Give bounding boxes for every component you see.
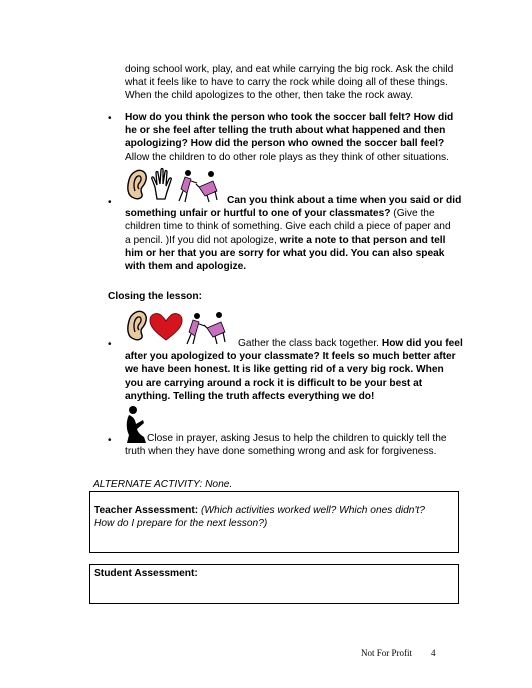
bullet-2-line-3: children time to think of something. Give each child a piece of paper and: [125, 221, 451, 233]
bullet-3-line-1-normal: Gather the class back together.: [238, 338, 382, 349]
bullet-marker: •: [108, 339, 112, 350]
bullet-3-line-1-bold: How did you feel: [381, 338, 463, 349]
intro-line-3: When the child apologizes to the other, then take the rock away.: [125, 90, 414, 102]
alternate-activity-text: ALTERNATE ACTIVITY: None.: [93, 479, 233, 490]
bullet-3-line-2: after you apologized to your classmate? It feels so much better after: [125, 351, 456, 363]
page-number: 4: [431, 648, 436, 658]
bullet-3-line-3: we have been honest. It is like getting rid of a very big rock. When: [125, 364, 444, 376]
bullet-3-text: [125, 337, 463, 403]
bullet-2-line-4-normal: a pencil. )If you did not apologize,: [125, 234, 280, 246]
intro-line-1: doing school work, play, and eat while carrying the big rock. Ask the child: [125, 64, 454, 75]
bullet-2-line-5: him or her that you are sorry for what you did. You can also speak: [125, 247, 445, 259]
alternate-activity: [93, 478, 232, 491]
footer-text: Not For Profit: [361, 648, 413, 658]
ear-icon: [128, 311, 146, 339]
intro-paragraph: [125, 63, 453, 103]
bullet-1-line-2: he or she feel after telling the truth about what happened and then: [125, 125, 446, 137]
bullet-1-text: [125, 111, 453, 164]
student-assessment-label: Student Assessment:: [94, 568, 198, 579]
bullet-marker: •: [108, 113, 112, 124]
bullet-2-line-2-bold: something unfair or hurtful to one of your classmates?: [125, 208, 391, 220]
closing-heading-text: Closing the lesson:: [108, 291, 202, 302]
bullet-1-line-3: apologizing? How did the person who owned the soccer ball feel?: [125, 138, 445, 150]
student-assessment-box: [89, 564, 459, 604]
teacher-assessment-prompt-1: (Which activities worked well? Which ones didn't?: [198, 505, 425, 516]
bullet-2-line-6: with them and apologize.: [125, 261, 247, 273]
bullet-1-line-1: How do you think the person who took the soccer ball felt? How did: [125, 112, 454, 123]
bullet-marker: •: [108, 197, 112, 208]
bullet-2-line-4-bold: write a note to that person and tell: [279, 234, 446, 246]
bullet-3-line-5: anything. Telling the truth affects everything we do!: [125, 390, 375, 402]
bullet-2-line-1: Can you think about a time when you said or did: [227, 195, 462, 206]
teacher-assessment-box: [89, 491, 459, 553]
bullet-marker: •: [108, 435, 112, 446]
intro-line-2: what it feels like to have to carry the rock while doing all of these things.: [125, 77, 448, 89]
bullet-2-text: [125, 194, 461, 273]
bullet-1-line-4: Allow the children to do other role plays as they think of other situations.: [125, 151, 449, 163]
teacher-assessment-label: Teacher Assessment:: [94, 505, 199, 516]
bullet-4-line-1: Close in prayer, asking Jesus to help the children to quickly tell the: [147, 433, 447, 444]
bullet-4-text: [125, 432, 447, 458]
closing-heading: [108, 290, 202, 303]
bullet-3-line-4: you are carrying around a rock it is difficult to be your best at: [125, 377, 423, 389]
bullet-2-line-2-normal: (Give the: [390, 208, 435, 220]
bullet-4-line-2: truth when they have done something wrong and ask for forgiveness.: [125, 446, 437, 458]
teacher-assessment-prompt-2: How do I prepare for the next lesson?): [94, 518, 268, 530]
